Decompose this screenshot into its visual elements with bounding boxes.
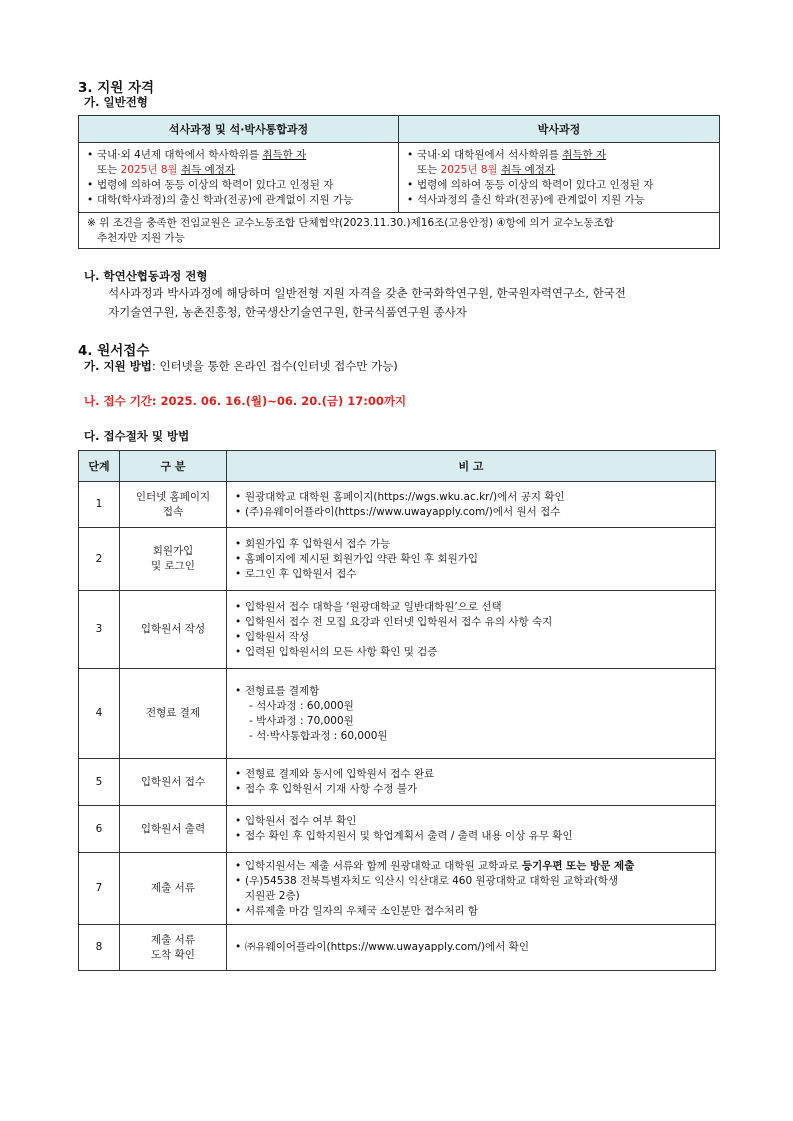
procedure-title: 다. 접수절차 및 방법 (84, 429, 190, 443)
masters-header: 석사과정 및 석·박사통합과정 (79, 116, 399, 143)
section4-title: 4. 원서접수 (78, 343, 150, 359)
table-row (79, 853, 716, 925)
doctoral-header: 박사과정 (399, 116, 720, 143)
eligibility-note: ※ 위 조건을 충족한 전임교원은 교수노동조합 단체협약(2023.11.30.)제16조(고용안정) ④항에 의거 교수노동조합 추천자만 지원 가능 (79, 213, 720, 249)
step-number: 3 (79, 591, 120, 669)
step-number: 6 (79, 806, 120, 853)
step-remarks: • 원광대학교 대학원 홈페이지(https://wgs.wku.ac.kr/)에서 공지 확인 • (주)유웨이어플라이(https://www.uwayapply.com/)에서 원서 접수 (227, 482, 716, 528)
fee-integrated: - 석·박사통합과정 : 60,000원 (249, 729, 388, 742)
step-name: 제출 서류 도착 확인 (120, 925, 227, 971)
step-name: 입학원서 작성 (120, 591, 227, 669)
header-category: 구 분 (120, 451, 227, 482)
table-row (79, 759, 716, 806)
step-number: 7 (79, 853, 120, 925)
step-name: 입학원서 출력 (120, 806, 227, 853)
general-admission-title: 가. 일반전형 (84, 95, 148, 109)
table-row (79, 806, 716, 853)
step-name: 제출 서류 (120, 853, 227, 925)
step-number: 4 (79, 669, 120, 759)
step-number: 8 (79, 925, 120, 971)
section3-title: 3. 지원 자격 (78, 80, 155, 96)
eligibility-table (78, 115, 720, 249)
step-remarks: • 회원가입 후 입학원서 접수 가능 • 홈페이지에 제시된 회원가입 약관 확인 후 회원가입 • 로그인 후 입학원서 접수 (227, 528, 716, 591)
masters-item-2: • 법령에 의하여 동등 이상의 학력이 있다고 인정된 자 (87, 178, 398, 193)
fee-doctoral: - 박사과정 : 70,000원 (249, 714, 354, 727)
step-number: 5 (79, 759, 120, 806)
step-remarks: • 입학원서 접수 여부 확인 • 접수 확인 후 입학지원서 및 학업계획서 출력 / 출력 내용 이상 유무 확인 (227, 806, 716, 853)
application-method: 가. 지원 방법: 인터넷을 통한 온라인 접수(인터넷 접수만 가능) (84, 359, 398, 373)
doctoral-item-1: • 국내·외 대학원에서 석사학위를 취득한 자 또는 2025년 8월 취득 예정자 (407, 148, 719, 178)
table-row (79, 669, 716, 759)
step-number: 2 (79, 528, 120, 591)
industry-admission-text: 석사과정과 박사과정에 해당하며 일반전형 지원 자격을 갖춘 한국화학연구원, 한국원자력연구소, 한국전 자기술연구원, 농촌진흥청, 한국생산기술연구원, 한국식품연구원 종사자 (108, 286, 626, 319)
application-period: 나. 접수 기간: 2025. 06. 16.(월)~06. 20.(금) 17:00까지 (84, 394, 407, 408)
step-remarks: • 전형료를 결제함 - 석사과정 : 60,000원 - 박사과정 : 70,000원 - 석·박사통합과정 : 60,000원 (227, 669, 716, 759)
doctoral-cell (399, 143, 720, 213)
procedure-table (78, 450, 716, 971)
fee-masters: - 석사과정 : 60,000원 (249, 699, 354, 712)
masters-cell (79, 143, 399, 213)
doctoral-item-3: • 석사과정의 출신 학과(전공)에 관계없이 지원 가능 (407, 193, 719, 208)
step-remarks: • 전형료 결제와 동시에 입학원서 접수 완료 • 접수 후 입학원서 기재 사항 수정 불가 (227, 759, 716, 806)
step-remarks: • 입학지원서는 제출 서류와 함께 원광대학교 대학원 교학과로 등기우편 또는 방문 제출 • (우)54538 전북특별자치도 익산시 익산대로 460 원광대학교 대학원 교학과(학생 지원관 2층) • 서류제출 마감 일자의 우체국 소인분만 접수처리 함 (227, 853, 716, 925)
header-remarks: 비 고 (227, 451, 716, 482)
step-remarks: • 입학원서 접수 대학을 ‘원광대학교 일반대학원’으로 선택 • 입학원서 접수 전 모집 요강과 인터넷 입학원서 접수 유의 사항 숙지 • 입학원서 작성 • 입력된 입학원서의 모든 사항 확인 및 검증 (227, 591, 716, 669)
step-name: 인터넷 홈페이지 접속 (120, 482, 227, 528)
masters-item-3: • 대학(학사과정)의 출신 학과(전공)에 관계없이 지원 가능 (87, 193, 398, 208)
table-row (79, 482, 716, 528)
table-row (79, 528, 716, 591)
doctoral-item-2: • 법령에 의하여 동등 이상의 학력이 있다고 인정된 자 (407, 178, 719, 193)
masters-item-1: • 국내·외 4년제 대학에서 학사학위를 취득한 자 또는 2025년 8월 취득 예정자 (87, 148, 398, 178)
step-name: 회원가입 및 로그인 (120, 528, 227, 591)
table-row (79, 591, 716, 669)
table-row (79, 925, 716, 971)
step-name: 입학원서 접수 (120, 759, 227, 806)
header-step: 단계 (79, 451, 120, 482)
industry-admission-title: 나. 학연산협동과정 전형 (84, 269, 208, 283)
step-remarks: • ㈜유웨이어플라이(https://www.uwayapply.com/)에서 확인 (227, 925, 716, 971)
step-name: 전형료 결제 (120, 669, 227, 759)
step-number: 1 (79, 482, 120, 528)
